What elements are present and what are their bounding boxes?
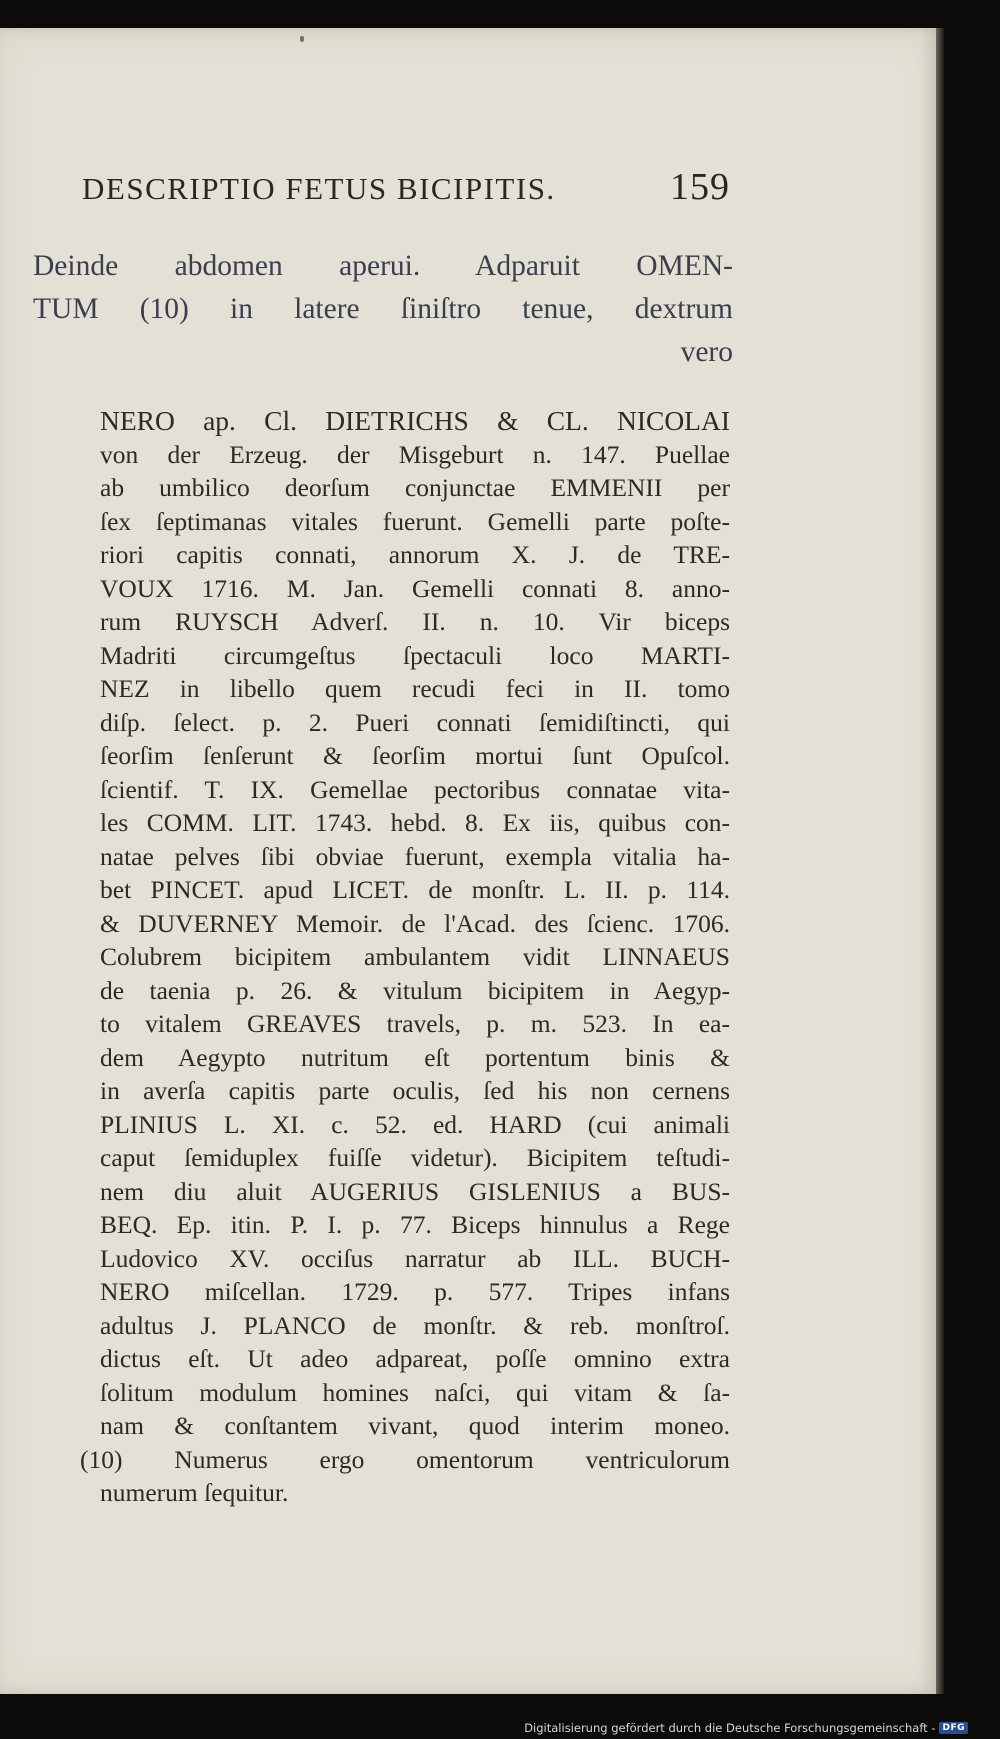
footnote-line: in averſa capitis parte oculis, ſed his non cernens bbox=[100, 1076, 730, 1105]
footnote-line: rum RUYSCH Adverſ. II. n. 10. Vir biceps bbox=[100, 607, 730, 636]
page-number: 159 bbox=[670, 166, 730, 208]
running-head: DESCRIPTIO FETUS BICIPITIS. bbox=[82, 171, 556, 206]
footnote-line: von der Erzeug. der Misgeburt n. 147. Puellae bbox=[100, 439, 730, 469]
footnote-line: to vitalem GREAVES travels, p. m. 523. In ea- bbox=[100, 1009, 730, 1038]
text-line: TUM (10) in latere ſiniſtro tenue, dextrum bbox=[33, 293, 733, 325]
footnote-line: nam & conſtantem vivant, quod interim moneo. bbox=[100, 1411, 730, 1440]
credit-text: Digitalisierung gefördert durch die Deutsche Forschungsgemeinschaft - bbox=[524, 1721, 936, 1735]
footnote-line: les COMM. LIT. 1743. hebd. 8. Ex iis, quibus con- bbox=[100, 808, 730, 837]
footnote-line: ſolitum modulum homines naſci, qui vitam & ſa- bbox=[100, 1377, 730, 1407]
footnote-10-line: (10) Numerus ergo omentorum ventriculorum bbox=[80, 1444, 730, 1474]
catchword: vero bbox=[680, 336, 733, 368]
footnote-line: adultus J. PLANCO de monſtr. & reb. monſtroſ. bbox=[100, 1310, 730, 1340]
footnote-line: NERO miſcellan. 1729. p. 577. Tripes infans bbox=[100, 1277, 730, 1306]
footnote-line: de taenia p. 26. & vitulum bicipitem in Aegyp- bbox=[100, 975, 730, 1005]
footnote-line: bet PINCET. apud LICET. de monſtr. L. II. p. 114. bbox=[100, 875, 730, 904]
footnote-line: caput ſemiduplex fuiſſe videtur). Bicipitem teſtudi- bbox=[100, 1143, 730, 1172]
footnote-line: natae pelves ſibi obviae fuerunt, exempla vitalia ha- bbox=[100, 841, 730, 871]
footnote-line: dem Aegypto nutritum eſt portentum binis & bbox=[100, 1042, 730, 1072]
footnote-line: dictus eſt. Ut adeo adpareat, poſſe omnino extra bbox=[100, 1344, 730, 1373]
dfg-logo-icon: DFG bbox=[939, 1722, 968, 1734]
footnote-line: ſex ſeptimanas vitales fuerunt. Gemelli parte poſte- bbox=[100, 506, 730, 536]
footnote-line: NEZ in libello quem recudi feci in II. tomo bbox=[100, 674, 730, 703]
page-header bbox=[82, 165, 730, 209]
digitization-credit bbox=[524, 1721, 968, 1735]
main-paragraph bbox=[33, 245, 733, 374]
page-edge bbox=[936, 28, 944, 1694]
paper-spot bbox=[300, 36, 304, 42]
footnote-line: nem diu aluit AUGERIUS GISLENIUS a BUS- bbox=[100, 1176, 730, 1206]
footnote-line: & DUVERNEY Memoir. de l'Acad. des ſcienc. 1706. bbox=[100, 908, 730, 938]
footnote-line: BEQ. Ep. itin. P. I. p. 77. Biceps hinnulus a Rege bbox=[100, 1210, 730, 1239]
text-line: Deinde abdomen aperui. Adparuit OMEN- bbox=[33, 250, 733, 282]
footnote-line: Madriti circumgeſtus ſpectaculi loco MARTI- bbox=[100, 640, 730, 670]
footnote-line: VOUX 1716. M. Jan. Gemelli connati 8. anno- bbox=[100, 573, 730, 603]
footnote-line: Ludovico XV. occiſus narratur ab ILL. BUCH- bbox=[100, 1243, 730, 1273]
footnote-line: ſeorſim ſenſerunt & ſeorſim mortui ſunt Opuſcol. bbox=[100, 741, 730, 770]
footnote-line: riori capitis connati, annorum X. J. de TRE- bbox=[100, 540, 730, 569]
footnote-block bbox=[80, 404, 730, 1510]
footnote-line: ſcientif. T. IX. Gemellae pectoribus connatae vita- bbox=[100, 774, 730, 804]
footnote-line: diſp. ſelect. p. 2. Pueri connati ſemidiſtincti, qui bbox=[100, 707, 730, 737]
footnote-line: ab umbilico deorſum conjunctae EMMENII per bbox=[100, 473, 730, 502]
footnote-line: PLINIUS L. XI. c. 52. ed. HARD (cui animali bbox=[100, 1109, 730, 1139]
footnote-line: NERO ap. Cl. DIETRICHS & CL. NICOLAI bbox=[100, 405, 730, 436]
footnote-10-line: numerum ſequitur. bbox=[100, 1478, 289, 1507]
footnote-line: Colubrem bicipitem ambulantem vidit LINNAEUS bbox=[100, 942, 730, 971]
